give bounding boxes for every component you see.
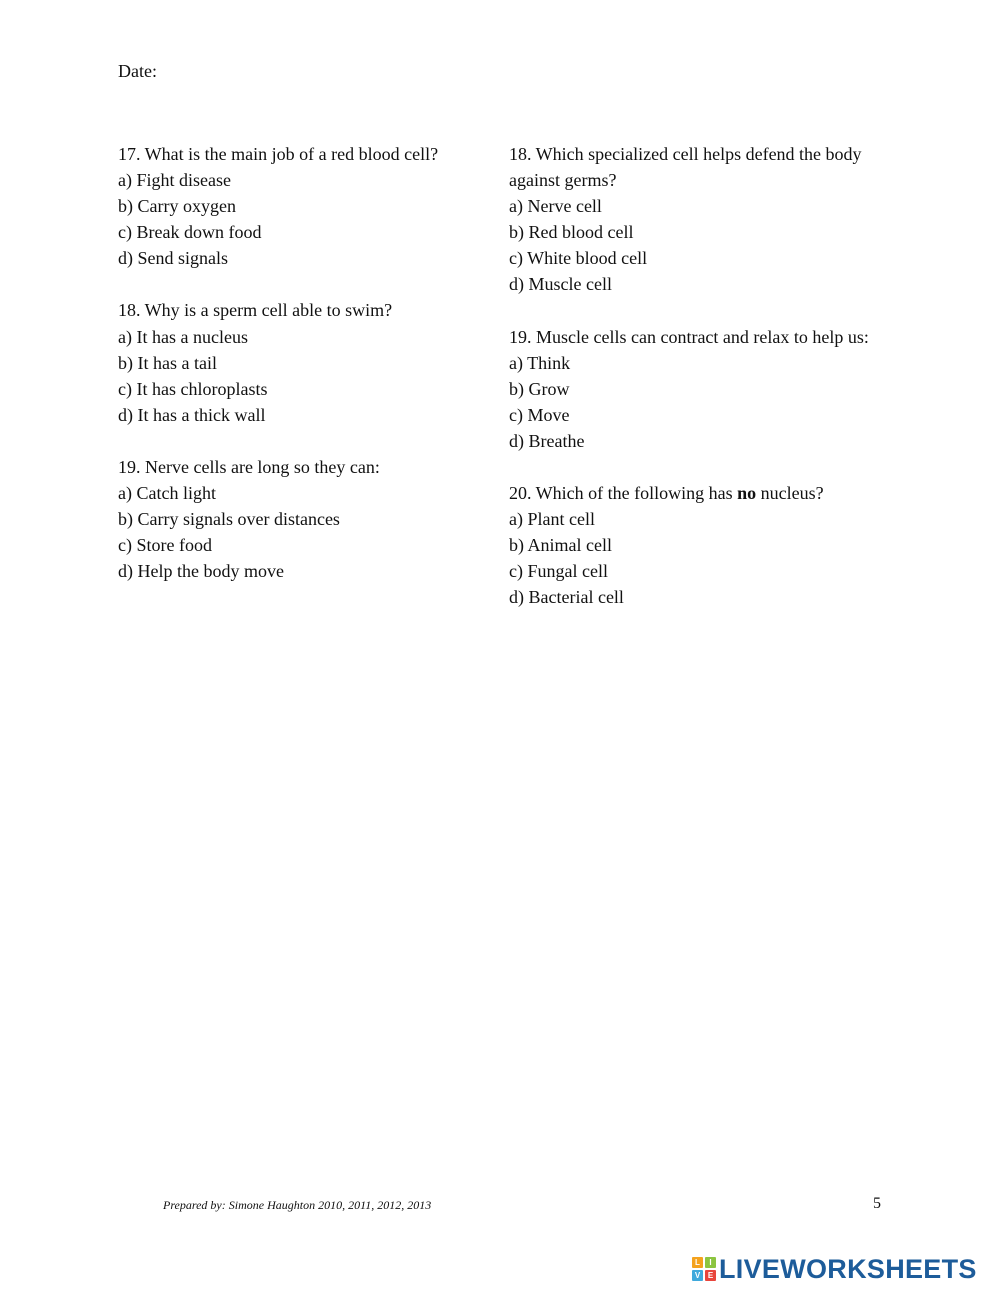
answer-option-a[interactable]: a) Think: [509, 352, 571, 373]
answer-option-c[interactable]: c) It has chloroplasts: [118, 378, 268, 399]
question-text-bold: no: [737, 483, 757, 504]
answer-option-d[interactable]: d) Breathe: [509, 430, 585, 451]
answer-option-b[interactable]: b) Animal cell: [509, 535, 612, 556]
answer-option-a[interactable]: a) Catch light: [118, 483, 216, 504]
left-question-column: [118, 141, 488, 610]
question-text: 18. Which specialized cell helps defend the body against germs?: [509, 144, 862, 191]
answer-option-b[interactable]: b) Grow: [509, 378, 570, 399]
answer-option-b[interactable]: b) Carry oxygen: [118, 196, 236, 217]
right-question-column: [509, 141, 884, 637]
answer-option-c[interactable]: c) Store food: [118, 535, 212, 556]
answer-option-d[interactable]: d) Send signals: [118, 248, 228, 269]
question-19-nerve-cells: [118, 454, 488, 584]
answer-option-a[interactable]: a) Nerve cell: [509, 196, 602, 217]
question-18-defend-body: [509, 141, 884, 298]
answer-option-d[interactable]: d) It has a thick wall: [118, 404, 266, 425]
question-text: 19. Muscle cells can contract and relax to help us:: [509, 326, 869, 347]
question-20-no-nucleus: [509, 480, 884, 610]
brand-name: LIVEWORKSHEETS: [719, 1254, 977, 1284]
question-text-before-bold: 20. Which of the following has: [509, 483, 738, 504]
logo-tile-i: I: [705, 1257, 716, 1268]
question-text: 17. What is the main job of a red blood cell?: [118, 144, 439, 164]
logo-tile-l: L: [692, 1257, 703, 1268]
answer-option-a[interactable]: a) Fight disease: [118, 170, 231, 191]
question-17-red-blood-cell: [118, 141, 488, 271]
question-18-sperm-cell: [118, 297, 488, 427]
answer-option-d[interactable]: d) Bacterial cell: [509, 587, 624, 608]
answer-option-c[interactable]: c) Fungal cell: [509, 561, 608, 582]
liveworksheets-logo-icon: [692, 1257, 716, 1281]
answer-option-a[interactable]: a) It has a nucleus: [118, 326, 248, 347]
question-text-after-bold: nucleus?: [756, 483, 824, 504]
date-label: Date:: [118, 61, 157, 81]
question-text: 19. Nerve cells are long so they can:: [118, 456, 380, 477]
question-19-muscle-cells: [509, 324, 884, 454]
liveworksheets-brand[interactable]: [692, 1254, 977, 1284]
answer-option-a[interactable]: a) Plant cell: [509, 509, 595, 530]
footer-credit: Prepared by: Simone Haughton 2010, 2011, 2012, 2013: [163, 1198, 432, 1212]
logo-tile-v: V: [692, 1270, 703, 1281]
answer-option-c[interactable]: c) Break down food: [118, 222, 262, 243]
answer-option-d[interactable]: d) Muscle cell: [509, 274, 612, 295]
answer-option-b[interactable]: b) Red blood cell: [509, 222, 634, 243]
answer-option-d[interactable]: d) Help the body move: [118, 561, 284, 582]
logo-tile-e: E: [705, 1270, 716, 1281]
answer-option-c[interactable]: c) White blood cell: [509, 248, 648, 269]
page-number: 5: [873, 1195, 881, 1212]
question-text: [509, 480, 884, 506]
answer-option-b[interactable]: b) Carry signals over distances: [118, 509, 340, 530]
question-text: 18. Why is a sperm cell able to swim?: [118, 300, 393, 321]
answer-option-b[interactable]: b) It has a tail: [118, 352, 217, 373]
answer-option-c[interactable]: c) Move: [509, 404, 570, 425]
